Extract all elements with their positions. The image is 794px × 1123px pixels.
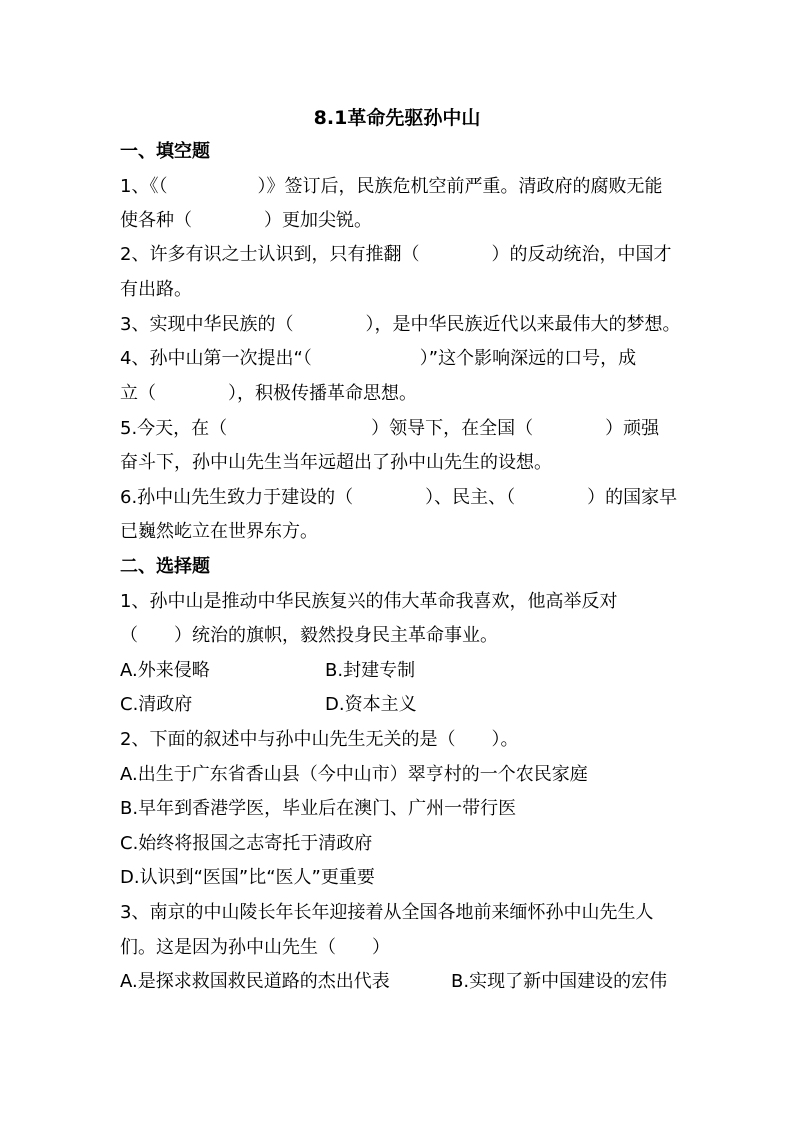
section-heading-fill-blank: 一、填空题	[120, 141, 210, 162]
question-3-line-2: 们。这是因为孙中山先生（ ）	[120, 937, 390, 958]
question-1-line-2: （ ）统治的旗帜，毅然投身民主革命事业。	[120, 625, 498, 646]
question-1-option-b: B.封建专制	[325, 660, 416, 681]
question-3-line-1: 3、南京的中山陵长年长年迎接着从全国各地前来缅怀孙中山先生人	[120, 902, 654, 923]
fill-blank-line-2: 使各种（ ）更加尖锐。	[120, 210, 372, 231]
question-3-option-b: B.实现了新中国建设的宏伟	[451, 971, 668, 992]
fill-blank-line-11: 已巍然屹立在世界东方。	[120, 521, 318, 542]
fill-blank-line-7: 立（ ），积极传播革命思想。	[120, 383, 417, 404]
question-1-option-c: C.清政府	[120, 694, 193, 715]
question-2-option-a: A.出生于广东省香山县（今中山市）翠亨村的一个农民家庭	[120, 764, 588, 785]
question-3-option-a: A.是探求救国救民道路的杰出代表	[120, 971, 390, 992]
page-title: 8.1革命先驱孙中山	[313, 107, 481, 129]
question-2-option-d: D.认识到“医国”比“医人”更重要	[120, 867, 375, 888]
fill-blank-line-6: 4、孙中山第一次提出“（ ）”这个影响深远的口号，成	[120, 348, 637, 369]
question-2-line-1: 2、下面的叙述中与孙中山先生无关的是（ ）。	[120, 729, 519, 750]
fill-blank-line-10: 6.孙中山先生致力于建设的（ ）、民主、（ ）的国家早	[120, 487, 678, 508]
question-2-option-b: B.早年到香港学医，毕业后在澳门、广州一带行医	[120, 798, 517, 819]
fill-blank-line-1: 1、《（ ）》签订后，民族危机空前严重。清政府的腐败无能	[120, 176, 663, 197]
fill-blank-line-4: 有出路。	[120, 279, 192, 300]
fill-blank-line-5: 3、实现中华民族的（ ），是中华民族近代以来最伟大的梦想。	[120, 314, 681, 335]
fill-blank-line-8: 5.今天，在（ ）领导下，在全国（ ）顽强	[120, 418, 660, 439]
fill-blank-line-9: 奋斗下，孙中山先生当年远超出了孙中山先生的设想。	[120, 452, 552, 473]
question-1-line-1: 1、孙中山是推动中华民族复兴的伟大革命我喜欢，他高举反对	[120, 591, 618, 612]
question-1-option-d: D.资本主义	[325, 694, 417, 715]
section-heading-multiple-choice: 二、选择题	[120, 556, 210, 577]
fill-blank-line-3: 2、许多有识之士认识到，只有推翻（ ）的反动统治，中国才	[120, 244, 672, 265]
question-1-option-a: A.外来侵略	[120, 660, 210, 681]
question-2-option-c: C.始终将报国之志寄托于清政府	[120, 833, 373, 854]
